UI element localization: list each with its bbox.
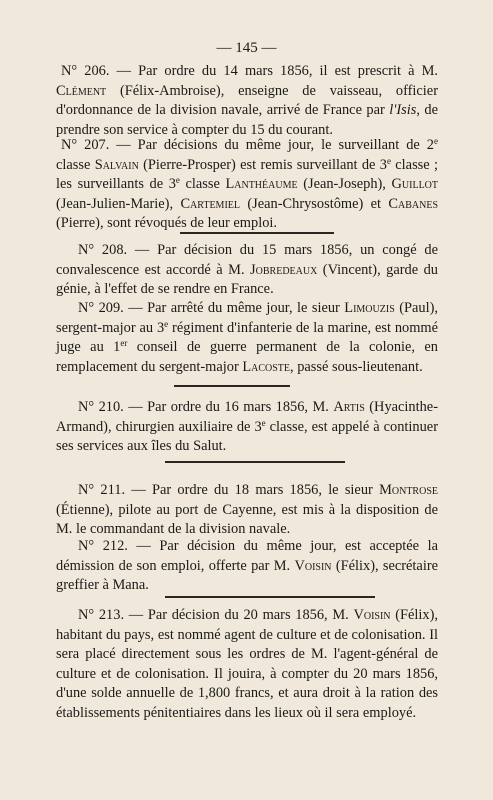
separator-rule xyxy=(165,596,375,598)
entry-213: N° 213. — Par décision du 20 mars 1856, M. Voisin (Félix), habitant du pays, est nommé agent de culture et de colonisation. Il sera placé directement sous les ordres de M. l'agent-général de culture et de colonisation. Il jouira, à compter du 20 mars 1856, d'une solde annuelle de 1,800 francs, et aura droit à la ration des établissements pénitentiaires dans les lieux où il sera employé. xyxy=(56,607,438,721)
entry-212: N° 212. — Par décision du même jour, est acceptée la démission de son emploi, offerte par M. Voisin (Félix), secrétaire greffier à Mana. xyxy=(56,538,438,594)
separator-rule xyxy=(174,385,290,387)
entry-210: N° 210. — Par ordre du 16 mars 1856, M. Artis (Hyacinthe-Armand), chirurgien auxiliaire de 3e classe, est appelé à continuer ses services aux îles du Salut. xyxy=(56,399,438,455)
separator-rule xyxy=(165,461,345,463)
page-number: — 145 — xyxy=(216,40,277,56)
entry-208: N° 208. — Par décision du 15 mars 1856, un congé de convalescence est accordé à M. Jobredeaux (Vincent), garde du génie, à l'effet de se rendre en France. xyxy=(56,242,439,298)
entry-211: N° 211. — Par ordre du 18 mars 1856, le sieur Montrose (Étienne), pilote au port de Cayenne, est mis à la disposition de M. le commandant de la division navale. xyxy=(56,482,438,538)
entry-209: N° 209. — Par arrêté du même jour, le sieur Limouzis (Paul), sergent-major au 3e régiment d'infanterie de la marine, est nommé juge au 1er conseil de guerre permanent de la colonie, en remplacement du sergent-major Lacoste, passé sous-lieutenant. xyxy=(56,300,438,375)
separator-rule xyxy=(180,232,334,234)
entry-206: N° 206. — Par ordre du 14 mars 1856, il est prescrit à M. Clément (Félix-Ambroise), enseigne de vaisseau, officier d'ordonnance de la division navale, arrivé de France par l'Isis, de prendre son service à compter du 15 du courant. xyxy=(56,63,439,138)
entry-207: N° 207. — Par décisions du même jour, le surveillant de 2e classe Salvain (Pierre-Prosper) est remis surveillant de 3e classe ; les surveillants de 3e classe Lanthéaume (Jean-Joseph), Guillot (Jean-Julien-Marie), Cartemiel (Jean-Chrysostôme) et Cabanes (Pierre), sont révoqués de leur emploi. xyxy=(56,136,439,232)
